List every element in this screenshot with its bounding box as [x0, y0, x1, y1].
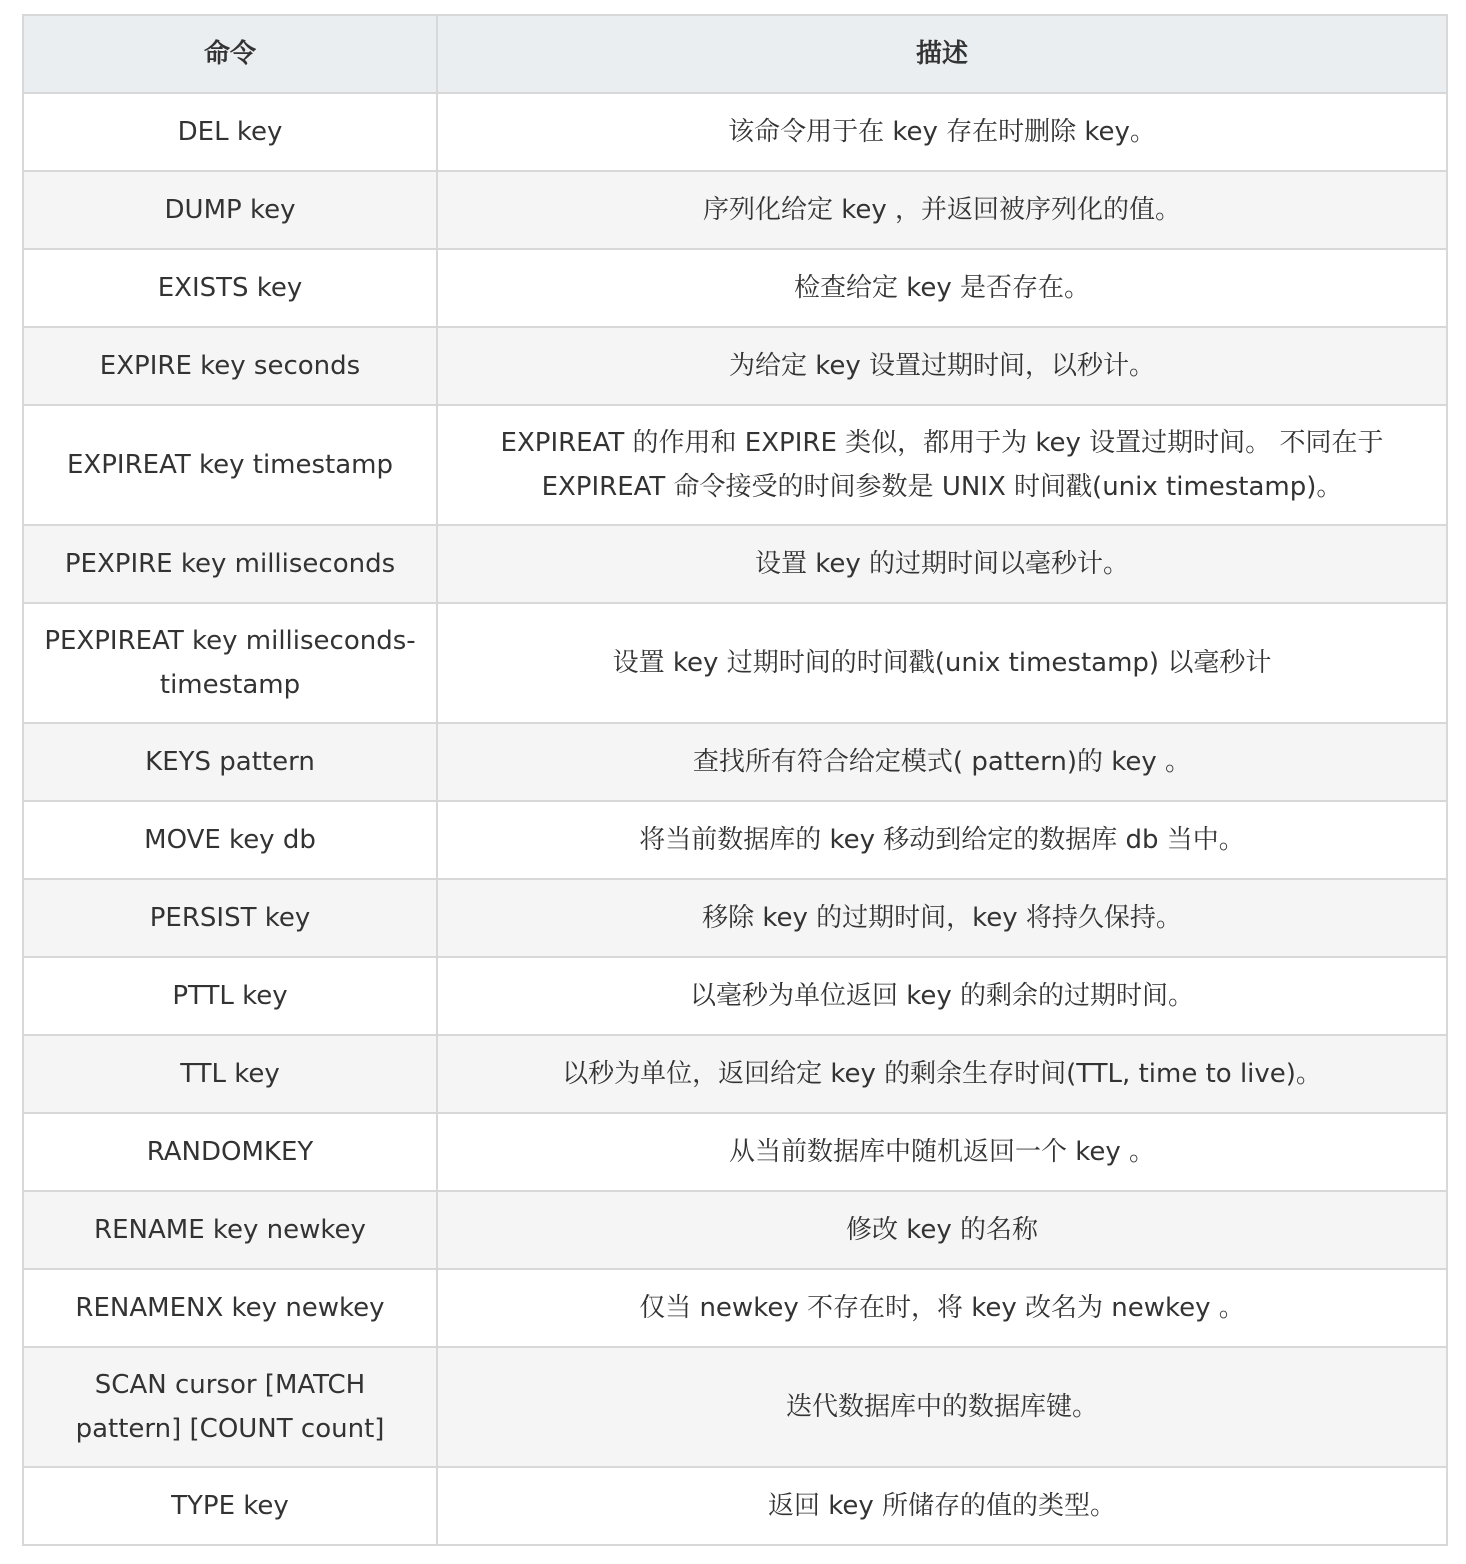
command-cell: TYPE key: [23, 1467, 437, 1545]
table-row: [23, 93, 1447, 171]
table-row: [23, 1191, 1447, 1269]
table-header: [23, 15, 1447, 93]
description-cell: 查找所有符合给定模式( pattern)的 key 。: [437, 723, 1447, 801]
command-cell: RENAME key newkey: [23, 1191, 437, 1269]
command-cell: EXISTS key: [23, 249, 437, 327]
description-cell: 设置 key 过期时间的时间戳(unix timestamp) 以毫秒计: [437, 603, 1447, 723]
column-header-description: 描述: [437, 15, 1447, 93]
description-cell: 将当前数据库的 key 移动到给定的数据库 db 当中。: [437, 801, 1447, 879]
command-cell: PEXPIREAT key milliseconds-timestamp: [23, 603, 437, 723]
description-cell: 该命令用于在 key 存在时删除 key。: [437, 93, 1447, 171]
table-row: [23, 723, 1447, 801]
table-row: [23, 525, 1447, 603]
commands-table: [22, 14, 1448, 1546]
command-cell: MOVE key db: [23, 801, 437, 879]
table-row: [23, 1269, 1447, 1347]
description-cell: 检查给定 key 是否存在。: [437, 249, 1447, 327]
table-row: [23, 957, 1447, 1035]
description-cell: 移除 key 的过期时间，key 将持久保持。: [437, 879, 1447, 957]
command-cell: PERSIST key: [23, 879, 437, 957]
table-row: [23, 879, 1447, 957]
command-cell: RANDOMKEY: [23, 1113, 437, 1191]
description-cell: 以秒为单位，返回给定 key 的剩余生存时间(TTL, time to live)。: [437, 1035, 1447, 1113]
table-row: [23, 801, 1447, 879]
command-cell: EXPIRE key seconds: [23, 327, 437, 405]
description-cell: 以毫秒为单位返回 key 的剩余的过期时间。: [437, 957, 1447, 1035]
table-row: [23, 603, 1447, 723]
description-cell: 仅当 newkey 不存在时，将 key 改名为 newkey 。: [437, 1269, 1447, 1347]
description-cell: 设置 key 的过期时间以毫秒计。: [437, 525, 1447, 603]
redis-key-commands-table: [22, 14, 1446, 1546]
command-cell: PTTL key: [23, 957, 437, 1035]
description-cell: 序列化给定 key ，并返回被序列化的值。: [437, 171, 1447, 249]
description-cell: 从当前数据库中随机返回一个 key 。: [437, 1113, 1447, 1191]
description-cell: 迭代数据库中的数据库键。: [437, 1347, 1447, 1467]
command-cell: PEXPIRE key milliseconds: [23, 525, 437, 603]
table-row: [23, 405, 1447, 525]
table-row: [23, 1113, 1447, 1191]
table-row: [23, 1347, 1447, 1467]
command-cell: SCAN cursor [MATCH pattern] [COUNT count]: [23, 1347, 437, 1467]
description-cell: EXPIREAT 的作用和 EXPIRE 类似，都用于为 key 设置过期时间。 不同在于 EXPIREAT 命令接受的时间参数是 UNIX 时间戳(unix timestamp)。: [437, 405, 1447, 525]
command-cell: TTL key: [23, 1035, 437, 1113]
command-cell: RENAMENX key newkey: [23, 1269, 437, 1347]
table-body: [23, 93, 1447, 1545]
header-row: [23, 15, 1447, 93]
table-row: [23, 249, 1447, 327]
table-row: [23, 171, 1447, 249]
column-header-command: 命令: [23, 15, 437, 93]
table-row: [23, 1467, 1447, 1545]
table-row: [23, 327, 1447, 405]
command-cell: KEYS pattern: [23, 723, 437, 801]
description-cell: 修改 key 的名称: [437, 1191, 1447, 1269]
table-row: [23, 1035, 1447, 1113]
command-cell: EXPIREAT key timestamp: [23, 405, 437, 525]
command-cell: DUMP key: [23, 171, 437, 249]
description-cell: 返回 key 所储存的值的类型。: [437, 1467, 1447, 1545]
command-cell: DEL key: [23, 93, 437, 171]
description-cell: 为给定 key 设置过期时间，以秒计。: [437, 327, 1447, 405]
